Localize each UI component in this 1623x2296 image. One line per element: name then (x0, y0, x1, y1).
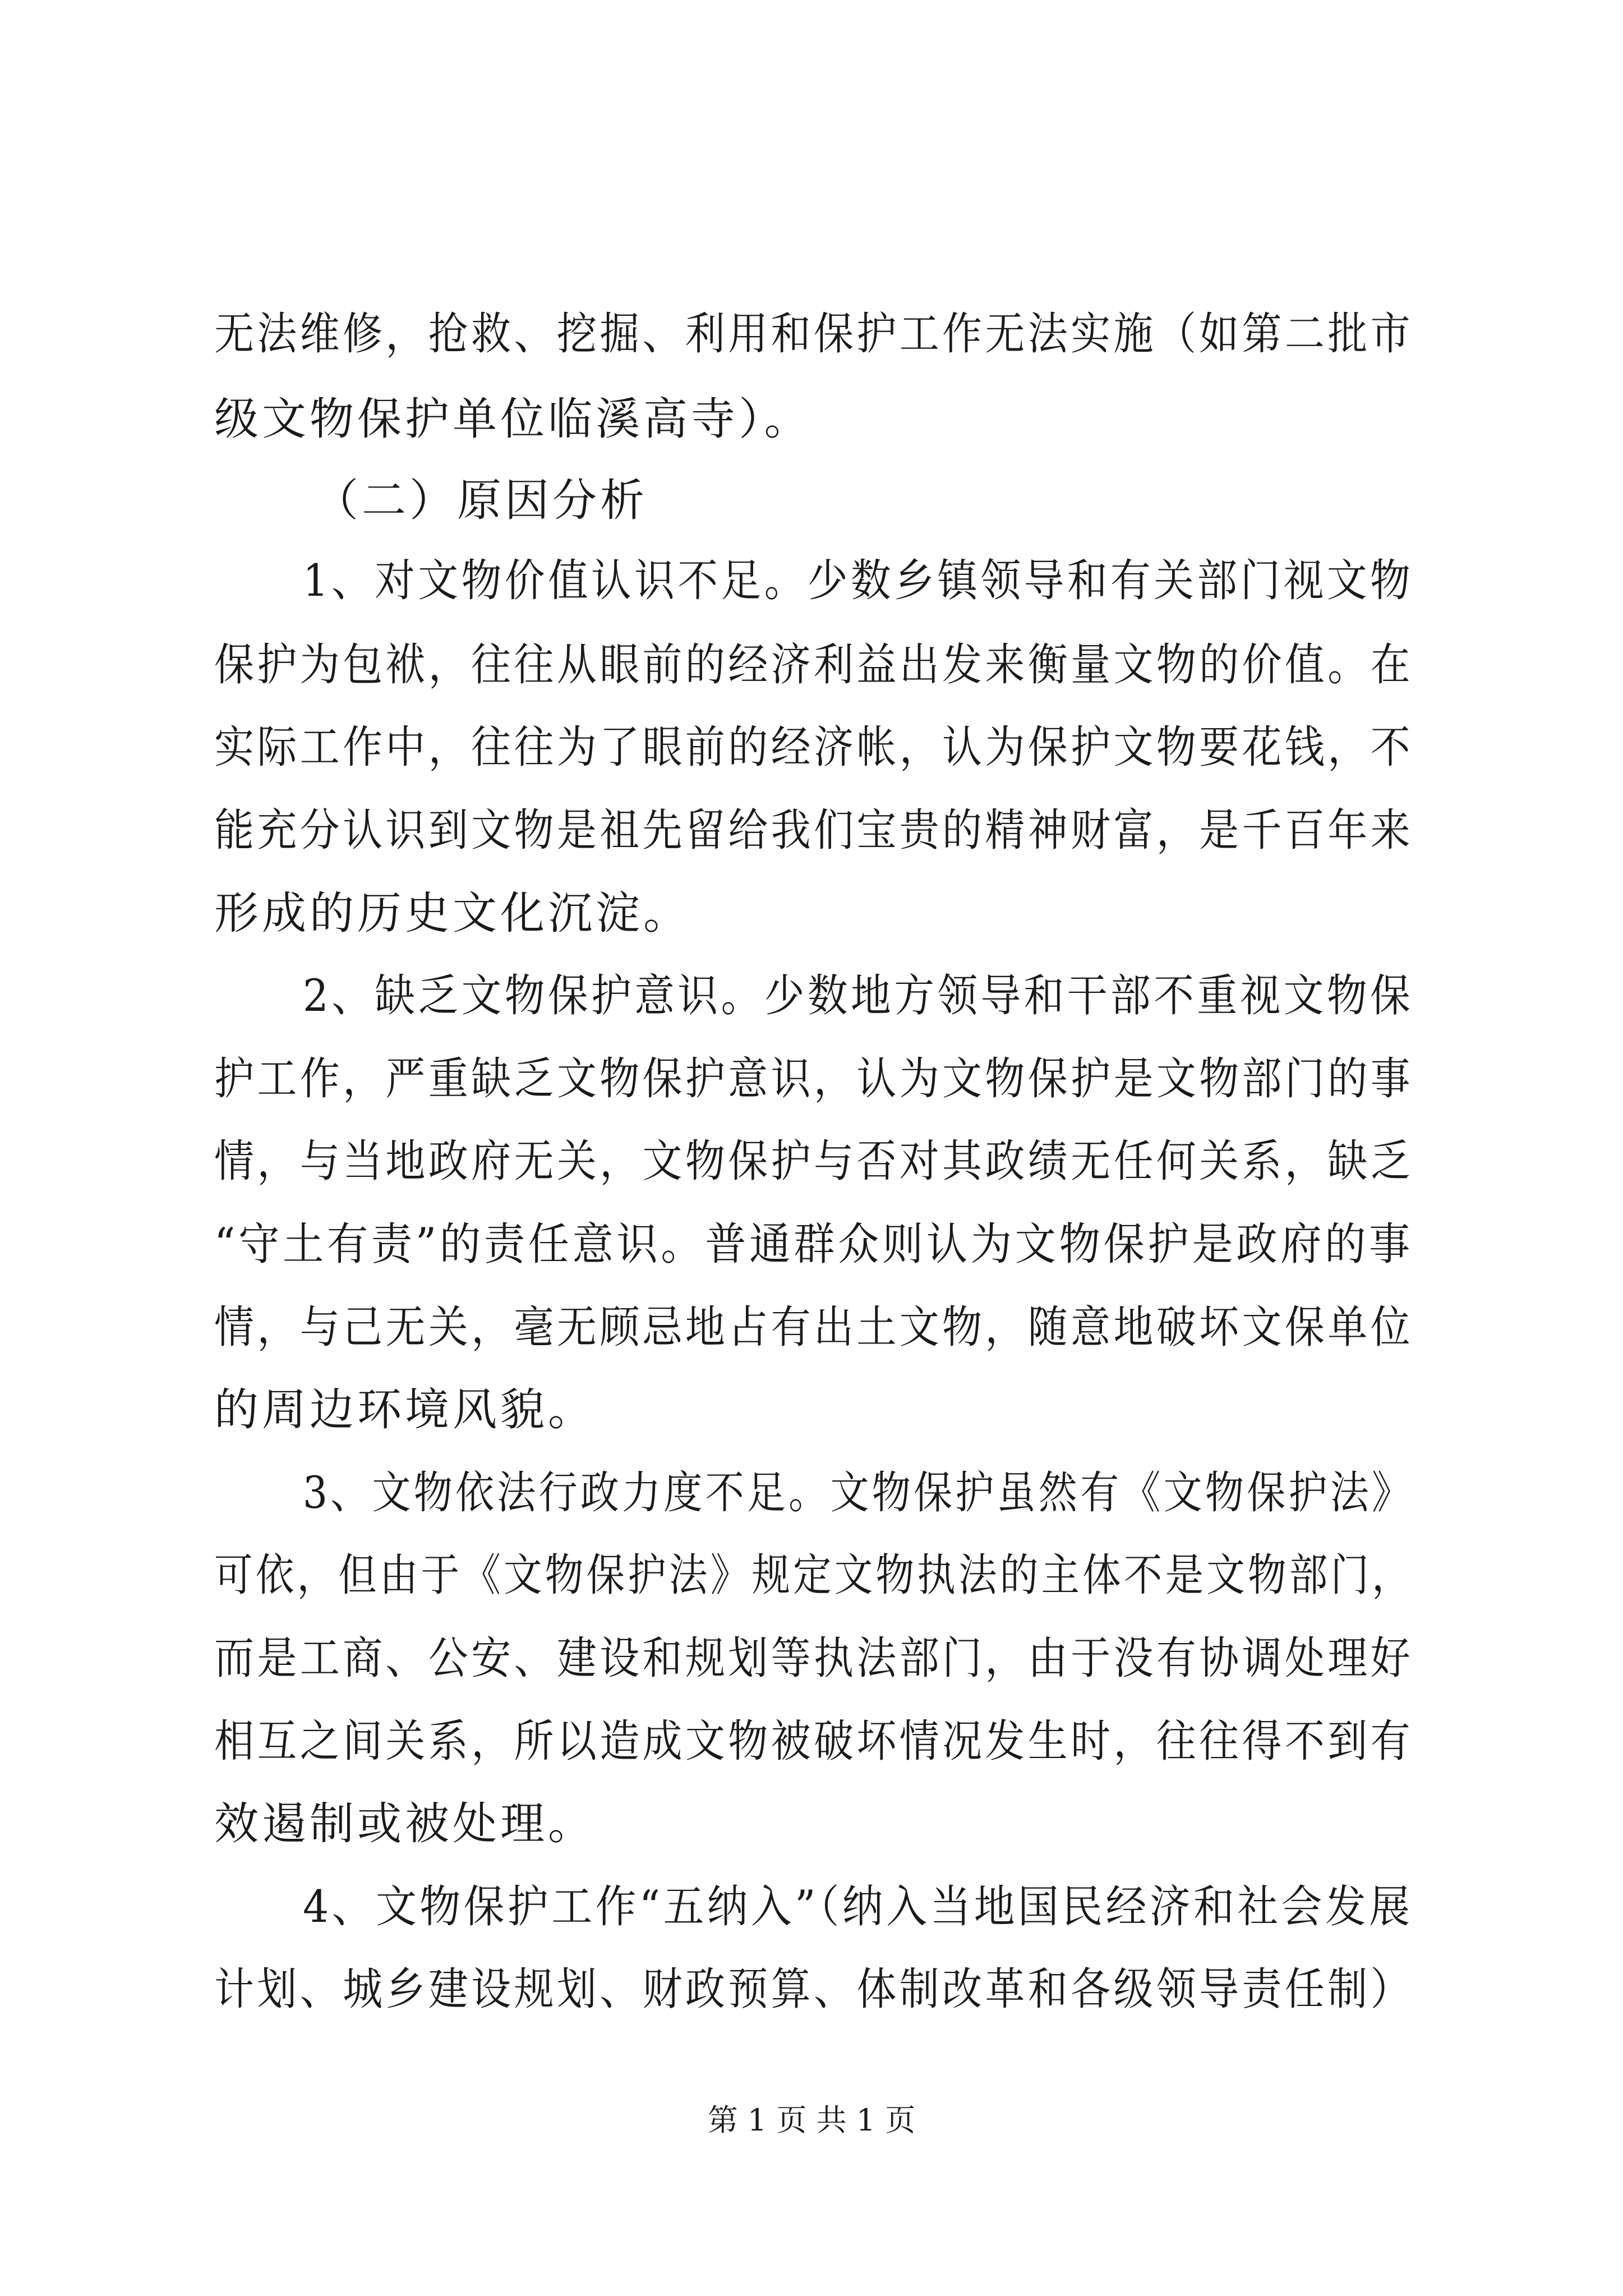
text-line: 效遏制或被处理。 (214, 1798, 596, 1849)
paragraph-start-line: 4、文物保护工作“五纳入”（纳入当地国民经济和社会发展 (303, 1881, 1413, 1932)
text-line: 相互之间关系，所以造成文物被破坏情况发生时，往往得不到有 (214, 1715, 1413, 1767)
text-line: 计划、城乡建设规划、财政预算、体制改革和各级领导责任制） (214, 1963, 1413, 2015)
text-line: 护工作，严重缺乏文物保护意识，认为文物保护是文物部门的事 (214, 1053, 1413, 1105)
text-line: 情，与己无关，毫无顾忌地占有出土文物，随意地破坏文保单位 (214, 1301, 1413, 1353)
text-line: 能充分认识到文物是祖先留给我们宝贵的精神财富，是千百年来 (214, 804, 1413, 856)
paragraph-start-line: 1、对文物价值认识不足。少数乡镇领导和有关部门视文物 (303, 555, 1414, 606)
paragraph-start-line: 3、文物依法行政力度不足。文物保护虽然有《文物保护法》 (303, 1467, 1414, 1519)
text-line: 形成的历史文化沉淀。 (214, 887, 691, 939)
section-heading: （二）原因分析 (314, 475, 648, 526)
text-line: 可依，但由于《文物保护法》规定文物执法的主体不是文物部门， (214, 1549, 1413, 1601)
text-line: 无法维修，抢救、挖掘、利用和保护工作无法实施（如第二批市 (214, 308, 1413, 360)
text-line: 级文物保护单位临溪高寺）。 (214, 393, 812, 445)
paragraph-start-line: 2、缺乏文物保护意识。少数地方领导和干部不重视文物保 (303, 970, 1414, 1022)
text-line: 的周边环境风貌。 (214, 1384, 596, 1435)
text-line: 保护为包袱，往往从眼前的经济利益出发来衡量文物的价值。在 (214, 639, 1413, 691)
text-line: 实际工作中，往往为了眼前的经济帐，认为保护文物要花钱，不 (214, 721, 1413, 773)
text-line: “守土有责”的责任意识。普通群众则认为文物保护是政府的事 (214, 1218, 1413, 1270)
page-number-footer: 第 1 页 共 1 页 (707, 2102, 916, 2138)
text-line: 而是工商、公安、建设和规划等执法部门，由于没有协调处理好 (214, 1632, 1413, 1684)
text-line: 情，与当地政府无关，文物保护与否对其政绩无任何关系，缺乏 (214, 1135, 1413, 1187)
